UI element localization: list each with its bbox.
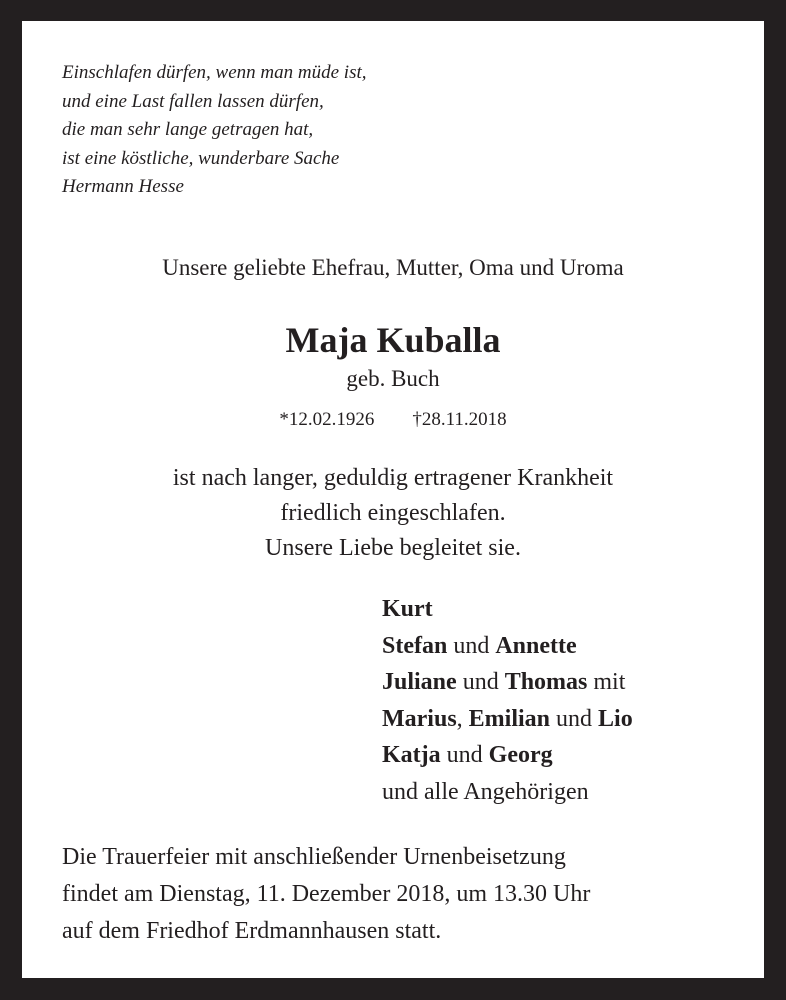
deceased-name: Maja Kuballa <box>285 320 501 360</box>
connector-text: mit <box>587 669 626 695</box>
mourner-line <box>382 737 633 774</box>
connector-text: und <box>456 669 505 695</box>
ceremony-line: Die Trauerfeier mit anschließender Urnenbeisetzung <box>62 844 566 870</box>
connector-text: und <box>440 742 489 768</box>
ceremony-line: findet am Dienstag, 11. Dezember 2018, um 13.30 Uhr <box>62 881 591 907</box>
mourner-name: Kurt <box>382 596 433 622</box>
mourner-name: Katja <box>382 742 441 768</box>
ceremony-info <box>62 839 590 950</box>
intro-line: Unsere geliebte Ehefrau, Mutter, Oma und Uroma <box>162 255 624 280</box>
mourner-line <box>382 664 633 701</box>
message-block <box>22 461 764 566</box>
mourner-line <box>382 774 633 811</box>
message-line: friedlich eingeschlafen. <box>280 500 506 526</box>
mourners-list <box>382 591 633 810</box>
mourner-line <box>382 628 633 665</box>
mourner-name: Emilian <box>468 705 551 732</box>
quote-line: Einschlafen dürfen, wenn man müde ist, <box>62 62 367 83</box>
mourner-line <box>382 701 633 738</box>
obituary-notice <box>22 21 764 978</box>
mourner-name: Stefan <box>382 632 448 659</box>
message-line: ist nach langer, geduldig ertragener Krankheit <box>172 465 614 491</box>
mourner-name: Annette <box>495 632 577 659</box>
connector-text: und alle Angehörigen <box>382 778 589 805</box>
mourner-name: Juliane <box>382 669 457 695</box>
quote-block <box>62 59 367 202</box>
quote-line: die man sehr lange getragen hat, <box>62 119 314 140</box>
life-dates <box>22 407 764 433</box>
quote-author: Hermann Hesse <box>62 176 184 197</box>
connector-text: und <box>447 632 496 659</box>
connector-text: und <box>550 705 599 732</box>
birth-date: *12.02.1926 <box>279 409 375 430</box>
mourner-name: Thomas <box>504 669 588 695</box>
quote-line: und eine Last fallen lassen dürfen, <box>62 90 324 112</box>
mourner-name: Georg <box>488 742 553 768</box>
ceremony-line: auf dem Friedhof Erdmannhausen statt. <box>62 918 442 944</box>
quote-line: ist eine köstliche, wunderbare Sache <box>62 147 340 169</box>
mourner-name: Lio <box>598 705 633 732</box>
death-date: †28.11.2018 <box>412 409 507 430</box>
message-line: Unsere Liebe begleitet sie. <box>265 535 521 561</box>
maiden-name: geb. Buch <box>346 366 440 391</box>
mourner-name: Marius <box>382 705 457 732</box>
mourner-line <box>382 591 633 628</box>
connector-text: , <box>456 705 469 732</box>
